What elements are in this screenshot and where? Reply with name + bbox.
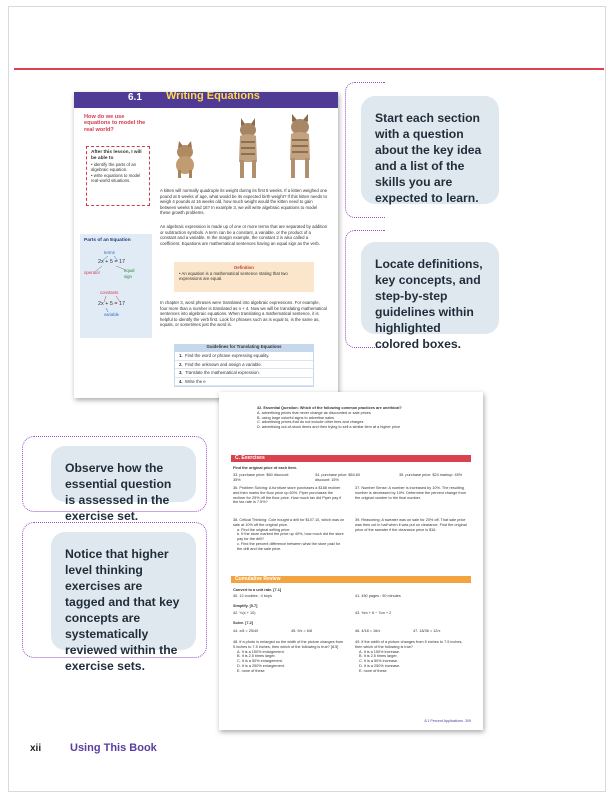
exercise-47: 47. 18/36 = 12/x xyxy=(413,629,441,633)
sidebar-heading: Parts of an Equation xyxy=(84,238,131,243)
exercise-option: b. If the store marked the price up 40%, how much did the store pay for the drill? xyxy=(237,532,344,542)
exercise-46: 46. 4/18 = 16/x xyxy=(355,629,381,633)
exercise-39: 39. Reasoning: A sweater was on sale for 20% off. That sale price was then cut in half when it was put on clearance. Find the original price of the sweater if the clearance price is $16. xyxy=(355,518,467,532)
lesson-title: Writing Equations xyxy=(166,92,260,102)
lesson-paragraph: In chapter 3, word phrases were translated into algebraic expressions. For example, four more than a number is translated as n + 4. Now we will be translating mathematical sentences into algebraic equations. When translating a mathematical sentence, it is helpful to identify the verb first. Look for phrases such as is equal to, is the same as, equals, or sometimes just the word is. xyxy=(160,300,327,328)
exercise-45: 45. 9/x = 6/8 xyxy=(291,629,313,633)
exercise-option: a. Find the original selling price. xyxy=(237,527,291,532)
definition-box xyxy=(174,262,314,292)
exercise-text: 48. If a photo is enlarged so the width of the picture changes from 5 inches to 7.5 inches, then which of the following is true? [8.5] xyxy=(233,640,344,649)
essential-question: How do we use equations to model the real world? xyxy=(84,114,146,133)
guideline-item: 4. Write the e xyxy=(175,378,313,387)
exercise-35: 35. purchase price: $24 markup: 45% xyxy=(399,473,463,477)
goal-item: • write equations to model real-world situations. xyxy=(91,172,141,184)
page-number: xii xyxy=(30,743,42,754)
callout-assessed: Observe how the essential question is assessed in the exercise set. xyxy=(51,446,196,502)
exercise-option: D. It is a 250% enlargement. xyxy=(237,663,285,668)
guideline-item: 2. Find the unknown and assign a variable. xyxy=(175,361,313,370)
sidebar-label: terms xyxy=(104,250,115,255)
exercise-text: 49. If the width of a picture changes from 5 inches to 7.5 inches, then which of the following is true? xyxy=(355,640,463,649)
sidebar-label: constants xyxy=(100,290,119,295)
preview-footer: 8.1 Percent Applications 309 xyxy=(424,719,471,724)
lesson-goals-box xyxy=(86,146,150,206)
guideline-item: 1. Find the word or phrase expressing equality. xyxy=(175,352,313,361)
kitten-image xyxy=(168,140,202,178)
cumulative-review-bar: Cumulative Review xyxy=(231,576,471,583)
exercise-option: C. advertising prices that do not include other fees and charges xyxy=(257,420,364,425)
exercise-41: 41. 450 pages : 90 minutes xyxy=(355,594,401,598)
exercise-option: E. none of these xyxy=(237,668,265,673)
exercise-34: 34. purchase price: $64.60 discount: 15% xyxy=(315,473,360,482)
exercise-42: 42. ⅓(x + 10) xyxy=(233,611,256,615)
top-rule xyxy=(14,68,604,70)
sidebar-arrows xyxy=(80,234,152,338)
exercise-text: 38. Critical Thinking: Cole bought a drill for $107.10, which was on sale at 10% off the original price. xyxy=(233,518,345,527)
lesson-header-bar xyxy=(74,92,338,108)
exercise-32 xyxy=(257,406,467,430)
kitten-image xyxy=(278,114,322,178)
exercise-text: 32. Essential Question: Which of the following common practices are unethical? xyxy=(257,406,402,410)
kitten-image xyxy=(228,118,268,178)
running-footer: Using This Book xyxy=(70,742,157,754)
sidebar-equation: 2x + 5 = 17 xyxy=(98,301,125,307)
callout-definitions: Locate definitions, key concepts, and step-by-step guidelines within highlighted colored boxes. xyxy=(361,242,499,334)
goals-heading: After this lesson, I will be able to xyxy=(91,150,142,161)
sidebar-equation: 2x + 5 = 17 xyxy=(98,259,125,265)
definition-heading: Definition xyxy=(234,265,254,270)
exercise-48 xyxy=(233,640,345,674)
section-instruction: Convert to a unit rate. [7.1] xyxy=(233,588,282,592)
lesson-page-preview xyxy=(74,92,338,398)
exercise-44: 44. x/8 = 25/40 xyxy=(233,629,259,633)
exercises-heading-bar: C. Exercises xyxy=(231,455,471,462)
guidelines-heading: Guidelines for Translating Equations xyxy=(174,344,314,351)
exercise-33: 33. purchase price: $60 discount: 35% xyxy=(233,473,289,482)
exercise-option: B. using large colorful signs to advertise sales xyxy=(257,415,335,420)
exercise-37: 37. Number Sense: A number is increased by 10%. The resulting number is decreased by 10%. Determine the percent change from the original number to the final number. xyxy=(355,486,467,500)
definition-text: • An equation is a mathematical sentence stating that two expressions are equal. xyxy=(179,270,288,282)
exercise-option: C. It is a 50% increase. xyxy=(359,659,399,664)
sidebar-label: variable xyxy=(104,312,120,317)
goal-item: • identify the parts of an algebraic equation. xyxy=(91,161,136,173)
sidebar-label: equal sign xyxy=(124,268,135,279)
exercise-option: c. Find the percent difference between what the store paid for the drill and the sale price. xyxy=(237,541,341,551)
exercise-option: A. advertising prices that never change as discounted or sale prices xyxy=(257,410,371,415)
section-instruction: Solve. [7.2] xyxy=(233,621,254,625)
section-instruction: Simplify. [5.7] xyxy=(233,604,258,608)
exercise-page-preview xyxy=(219,392,483,730)
guidelines-table xyxy=(174,351,314,387)
lesson-paragraph: A kitten will normally quadruple its weight during its first 5 weeks. If a kitten weighed one pound at 5 weeks of age, what would be its expected birth weight? If this kitten needs to weigh 4 pounds at 16 weeks old, how much weight would the kitten need to gain between weeks 5 and 16? In example 3, we will write algebraic equations to model these growth problems. xyxy=(160,188,328,216)
lesson-paragraph: An algebraic expression is made up of one or more terms that are separated by addition or subtraction symbols. A term can be a constant, a variable, or the product of a constant and a variable. In the margin example, the constant 2 is also called a coefficient. Equations are mathematical sentences having an equal sign as the verb. xyxy=(160,224,328,246)
exercise-40: 40. 12 cookies : 4 boys xyxy=(233,594,272,598)
parts-of-equation-sidebar xyxy=(80,234,152,338)
exercise-option: B. It is 2.5 times larger. xyxy=(237,654,276,659)
exercise-49 xyxy=(355,640,469,674)
exercise-38 xyxy=(233,518,345,552)
callout-higher-level: Notice that higher level thinking exercises are tagged and that key concepts are systematically reviewed within the exercise sets. xyxy=(51,532,196,650)
exercise-option: C. It is a 50% enlargement. xyxy=(237,659,283,664)
exercise-option: A. It is a 150% increase. xyxy=(359,649,400,654)
exercise-option: A. It is a 150% enlargement. xyxy=(237,649,285,654)
exercise-43: 43. ⅜m + 6 − ⅞m + 2 xyxy=(355,611,392,615)
exercise-option: D. advertising out-of-stock items and then trying to sell a similar item at a higher price xyxy=(257,425,401,430)
exercise-option: B. It is 2.5 times larger. xyxy=(359,654,398,659)
lesson-number: 6.1 xyxy=(128,92,142,103)
callout-essential-question: Start each section with a question about the key idea and a list of the skills you are expected to learn. xyxy=(361,96,499,204)
exercise-option: D. It is a 250% increase. xyxy=(359,663,401,668)
sidebar-label: operator xyxy=(84,270,101,275)
section-instruction: Find the original price of each item. xyxy=(233,466,297,470)
guideline-item: 3. Translate the mathematical expression. xyxy=(175,369,313,378)
exercise-36: 36. Problem Solving: A furniture store purchases a $168 recliner and then marks the floor price up 60%. Piper purchases the recliner for 25% off the floor price. How much tax did Piper pay if the tax rate is 7.5%? xyxy=(233,486,342,505)
exercise-option: E. none of these xyxy=(359,668,387,673)
